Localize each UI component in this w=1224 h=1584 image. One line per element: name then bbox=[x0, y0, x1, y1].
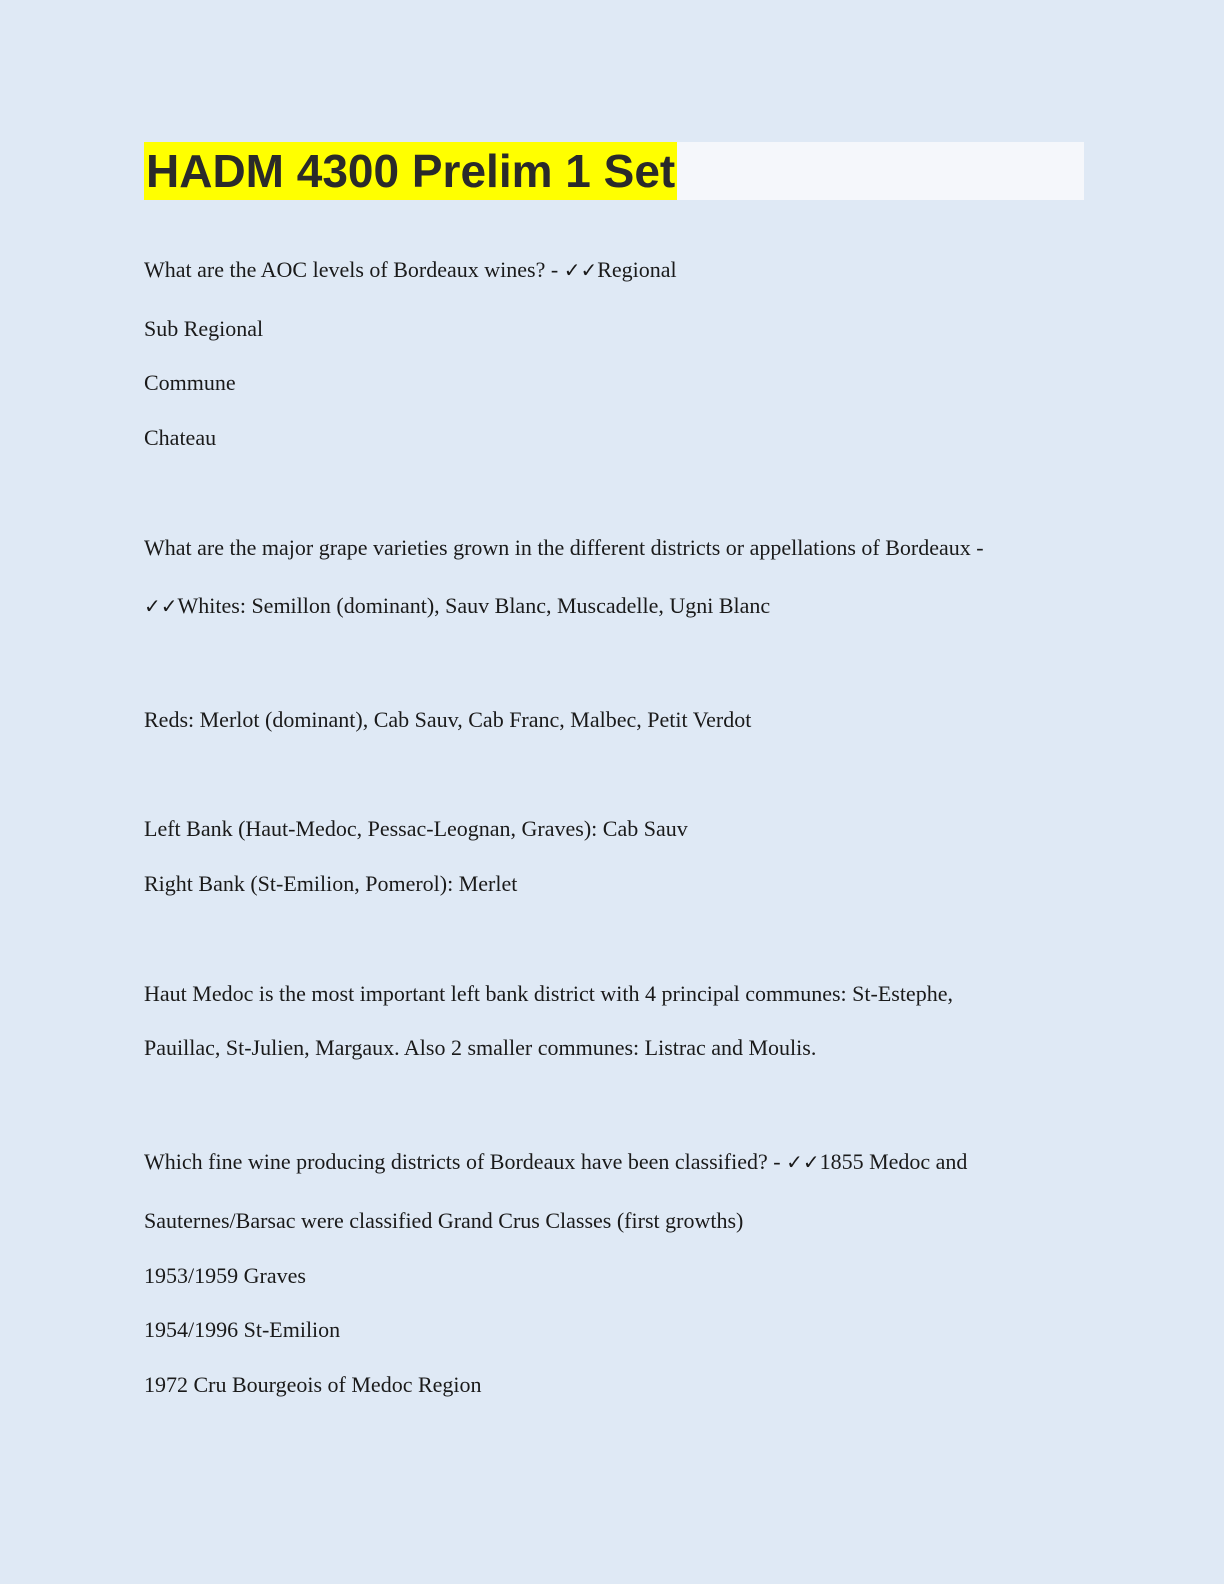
answer-line: 1954/1996 St-Emilion bbox=[144, 1317, 341, 1342]
title-banner bbox=[144, 142, 1084, 200]
answer-line: Sauternes/Barsac were classified Grand Crus Classes (first growths) bbox=[144, 1208, 744, 1233]
answer-left-bank: Left Bank (Haut-Medoc, Pessac-Leognan, Graves): Cab Sauv bbox=[144, 816, 688, 841]
answer-text: 1855 Medoc and bbox=[819, 1149, 968, 1174]
answer-whites bbox=[144, 593, 770, 619]
answer-haut-medoc-line-2: Pauillac, St-Julien, Margaux. Also 2 smaller communes: Listrac and Moulis. bbox=[144, 1035, 817, 1060]
answer-text: Whites: Semillon (dominant), Sauv Blanc, Muscadelle, Ugni Blanc bbox=[177, 593, 771, 618]
answer-line: Commune bbox=[144, 370, 236, 395]
answer-line: 1972 Cru Bourgeois of Medoc Region bbox=[144, 1372, 482, 1397]
answer-right-bank: Right Bank (St-Emilion, Pomerol): Merlet bbox=[144, 871, 518, 896]
answer-line: Sub Regional bbox=[144, 316, 264, 341]
question-classified-districts bbox=[144, 1149, 967, 1175]
double-check-icon: ✓✓ bbox=[144, 594, 178, 618]
question-grape-varieties: What are the major grape varieties grown in the different districts or appellations of Bordeaux - bbox=[144, 535, 984, 560]
question-text: Which fine wine producing districts of Bordeaux have been classified? - bbox=[144, 1149, 787, 1174]
answer-haut-medoc-line-1: Haut Medoc is the most important left bank district with 4 principal communes: St-Estephe, bbox=[144, 981, 953, 1006]
answer-text: Regional bbox=[597, 257, 677, 282]
question-aoc-levels bbox=[144, 257, 677, 283]
answer-line: Chateau bbox=[144, 425, 217, 450]
answer-reds: Reds: Merlot (dominant), Cab Sauv, Cab Franc, Malbec, Petit Verdot bbox=[144, 707, 752, 732]
double-check-icon: ✓✓ bbox=[563, 258, 598, 282]
document-title: HADM 4300 Prelim 1 Set bbox=[144, 142, 677, 200]
answer-line: 1953/1959 Graves bbox=[144, 1263, 306, 1288]
question-text: What are the AOC levels of Bordeaux wines? - bbox=[144, 257, 564, 282]
double-check-icon: ✓✓ bbox=[786, 1150, 820, 1174]
